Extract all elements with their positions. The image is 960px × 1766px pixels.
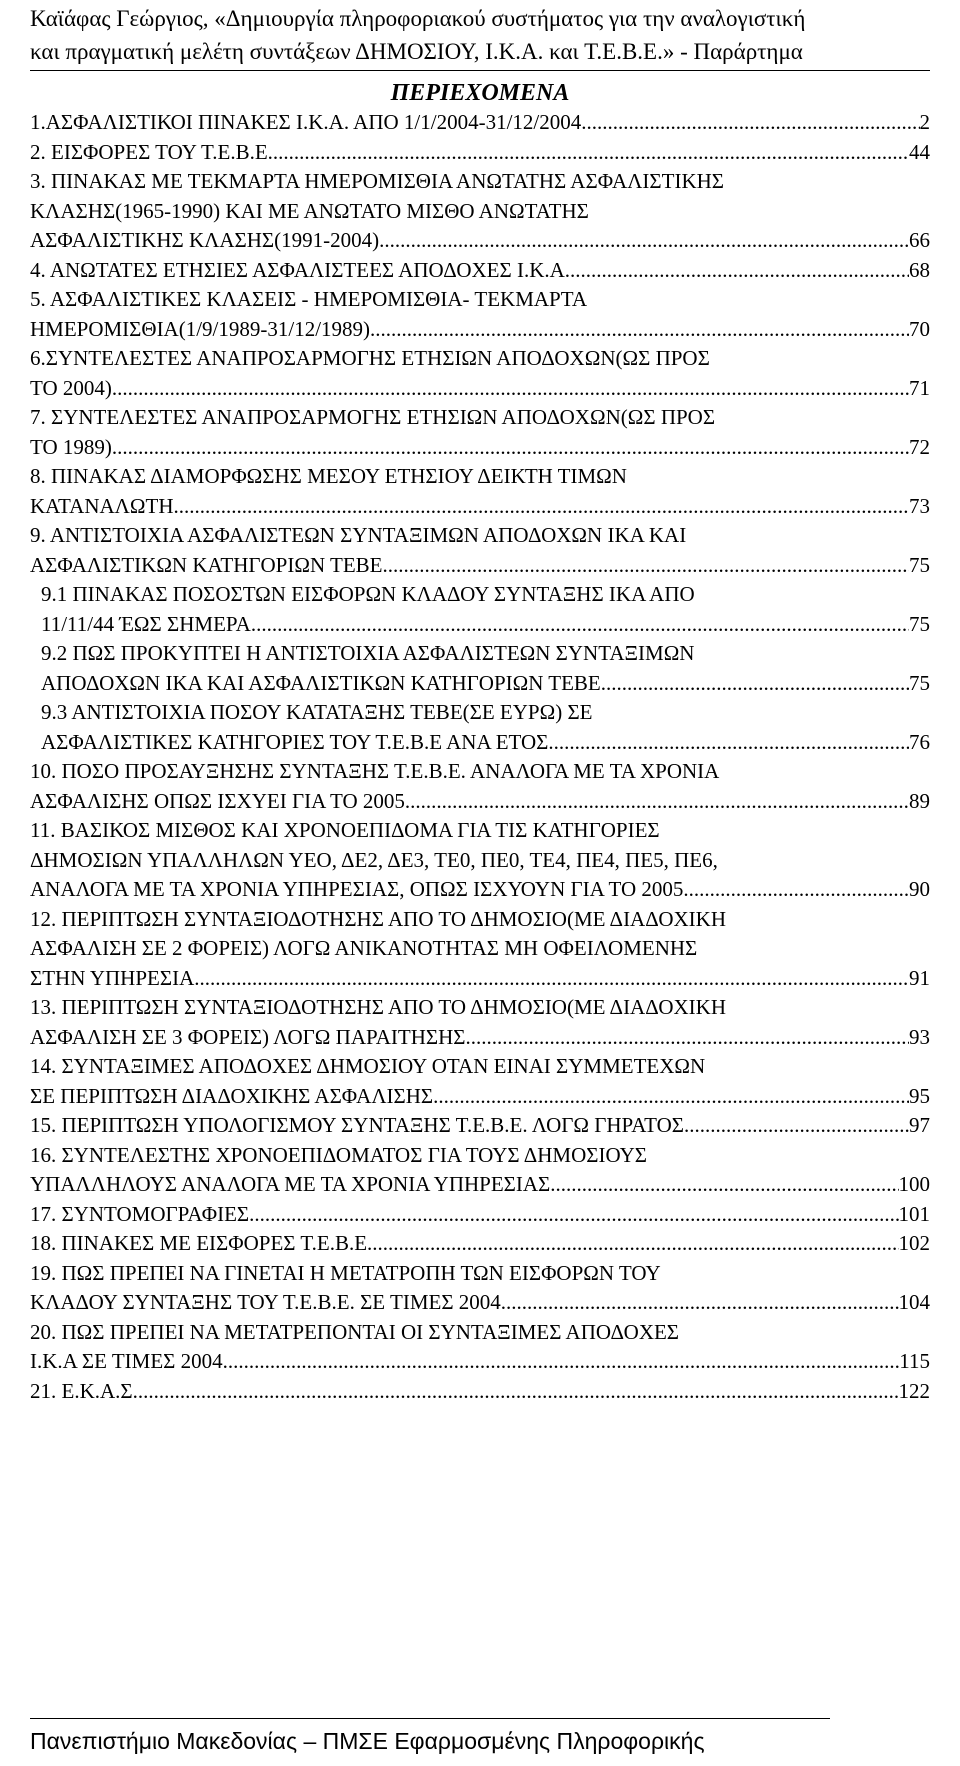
toc-entry-line (30, 1170, 930, 1200)
toc-page-number: 95 (909, 1083, 930, 1108)
toc-entry-line (30, 285, 930, 315)
toc-dot-leader (405, 787, 909, 817)
toc-page-number: 97 (909, 1113, 930, 1137)
toc-page-number: 89 (909, 788, 930, 813)
toc-entry-line (30, 993, 930, 1023)
toc-entry-line (30, 138, 930, 168)
toc-page-number: 76 (909, 729, 930, 754)
toc-dot-leader (249, 1200, 898, 1230)
toc-page-number: 90 (909, 877, 930, 901)
toc-entry-line (41, 728, 930, 758)
toc-page-number: 72 (909, 434, 930, 459)
toc-entry[interactable] (30, 403, 930, 462)
toc-page-number: 44 (909, 139, 930, 164)
toc-entry-line (30, 787, 930, 817)
toc-entry-text: 3. ΠΙΝΑΚΑΣ ΜΕ ΤΕΚΜΑΡΤΑ ΗΜΕΡΟΜΙΣΘΙΑ ΑΝΩΤΑΤΗΣ ΑΣΦΑΛΙΣΤΙΚΗΣ (30, 169, 725, 193)
toc-dot-leader (273, 138, 909, 168)
toc-entry[interactable] (30, 344, 930, 403)
footer-divider (30, 1718, 830, 1719)
toc-dot-leader (466, 1023, 909, 1053)
toc-entry-line (30, 1377, 930, 1407)
toc-page-number: 73 (909, 493, 930, 518)
toc-entry[interactable] (30, 138, 930, 168)
toc-entry[interactable] (30, 639, 930, 698)
header-line-2: και πραγματική μελέτη συντάξεων ΔΗΜΟΣΙΟΥ, Ι.Κ.Α. και Τ.Ε.Β.Ε.» - Παράρτημα (30, 39, 803, 64)
toc-entry-line (30, 167, 930, 197)
toc-entry[interactable] (30, 521, 930, 580)
toc-page-number: 75 (909, 611, 930, 636)
toc-page-number: 115 (899, 1349, 930, 1373)
toc-entry-text: 18. ΠΙΝΑΚΕΣ ΜΕ ΕΙΣΦΟΡΕΣ Τ.Ε.Β.Ε. (30, 1231, 373, 1255)
toc-entry-text: 12. ΠΕΡΙΠΤΩΣΗ ΣΥΝΤΑΞΙΟΔΟΤΗΣΗΣ ΑΠΟ ΤΟ ΔΗΜΟΣΙΟ(ΜΕ ΔΙΑΔΟΧΙΚΗ (30, 906, 727, 931)
toc-entry[interactable] (30, 1318, 930, 1377)
toc-entry-text: ΑΣΦΑΛΙΣΤΙΚΗΣ ΚΛΑΣΗΣ(1991-2004) (30, 228, 380, 252)
toc-entry-text: 15. ΠΕΡΙΠΤΩΣΗ ΥΠΟΛΟΓΙΣΜΟΥ ΣΥΝΤΑΞΗΣ Τ.Ε.Β.Ε. ΛΟΓΩ ΓΗΡΑΤΟΣ (30, 1113, 685, 1137)
toc-dot-leader (194, 964, 909, 994)
toc-dot-leader (370, 315, 909, 345)
toc-entry-text: ΑΝΑΛΟΓΑ ΜΕ ΤΑ ΧΡΟΝΙΑ ΥΠΗΡΕΣΙΑΣ, ΟΠΩΣ ΙΣΧΥΟΥΝ ΓΙΑ ΤΟ 2005. (30, 877, 689, 901)
toc-entry-line (30, 1318, 930, 1348)
toc-entry-line (41, 669, 930, 699)
toc-entry-line (30, 1052, 930, 1082)
toc-entry[interactable] (30, 1200, 930, 1230)
toc-entry-text: 20. ΠΩΣ ΠΡΕΠΕΙ ΝΑ ΜΕΤΑΤΡΕΠΟΝΤΑΙ ΟΙ ΣΥΝΤΑΞΙΜΕΣ ΑΠΟΔΟΧΕΣ (30, 1319, 680, 1344)
toc-dot-leader (601, 669, 909, 699)
toc-title: ΠΕΡΙΕΧΟΜΕΝΑ (390, 80, 570, 106)
toc-dot-leader (133, 1377, 899, 1407)
toc-page-number: 75 (909, 670, 930, 695)
toc-page-number: 122 (898, 1378, 930, 1403)
toc-entry-line (41, 698, 930, 728)
toc-entry[interactable] (30, 698, 930, 757)
toc-entry-text: 5. ΑΣΦΑΛΙΣΤΙΚΕΣ ΚΛΑΣΕΙΣ - ΗΜΕΡΟΜΙΣΘΙΑ- ΤΕΚΜΑΡΤΑ (30, 287, 588, 311)
toc-entry-line (30, 964, 930, 994)
toc-entry-text: ΑΣΦΑΛΙΣΗΣ ΟΠΩΣ ΙΣΧΥΕΙ ΓΙΑ ΤΟ 2005 (30, 788, 405, 813)
toc-entry[interactable] (30, 1229, 930, 1259)
toc-entry-line (30, 462, 930, 492)
toc-entry[interactable] (30, 1377, 930, 1407)
toc-entry-line (30, 551, 930, 581)
toc-page-number: 101 (898, 1201, 930, 1226)
header-divider (30, 70, 930, 71)
toc-entry-text: 11/11/44 ΈΩΣ ΣΗΜΕΡΑ (41, 611, 251, 636)
toc-entry-text: 2. ΕΙΣΦΟΡΕΣ ΤΟΥ Τ.Ε.Β.Ε. (30, 139, 273, 164)
toc-dot-leader (570, 256, 909, 286)
toc-entry-text: 6.ΣΥΝΤΕΛΕΣΤΕΣ ΑΝΑΠΡΟΣΑΡΜΟΓΗΣ ΕΤΗΣΙΩΝ ΑΠΟΔΟΧΩΝ(ΩΣ ΠΡΟΣ (30, 346, 710, 370)
toc-page-number: 75 (909, 552, 930, 577)
toc-entry-line (30, 374, 930, 404)
toc-entry-text: 9.1 ΠΙΝΑΚΑΣ ΠΟΣΟΣΤΩΝ ΕΙΣΦΟΡΩΝ ΚΛΑΔΟΥ ΣΥΝΤΑΞΗΣ ΙΚΑ ΑΠΟ (41, 582, 695, 606)
toc-entry-text: 16. ΣΥΝΤΕΛΕΣΤΗΣ ΧΡΟΝΟΕΠΙΔΟΜΑΤΟΣ ΓΙΑ ΤΟΥΣ ΔΗΜΟΣΙΟΥΣ (30, 1142, 647, 1167)
toc-entry-line (30, 757, 930, 787)
running-header (30, 2, 940, 68)
toc-dot-leader (174, 492, 910, 522)
toc-entry-line (30, 197, 930, 227)
toc-entry-line (30, 816, 930, 846)
toc-dot-leader (581, 108, 919, 138)
toc-entry[interactable] (30, 462, 930, 521)
toc-entry-line (30, 521, 930, 551)
toc-page-number: 104 (898, 1290, 930, 1314)
toc-entry-text: ΤΟ 1989) (30, 434, 112, 459)
toc-entry-text: ΗΜΕΡΟΜΙΣΘΙΑ(1/9/1989-31/12/1989) (30, 316, 371, 341)
toc-dot-leader (379, 226, 909, 256)
toc-dot-leader (550, 1170, 898, 1200)
toc-entry[interactable] (30, 757, 930, 816)
toc-entry-line (30, 1023, 930, 1053)
toc-entry-text: ΚΛΑΔΟΥ ΣΥΝΤΑΞΗΣ ΤΟΥ Τ.Ε.Β.Ε. ΣΕ ΤΙΜΕΣ 2004 (30, 1290, 501, 1314)
toc-entry-line (41, 580, 930, 610)
toc-entry[interactable] (30, 1052, 930, 1111)
toc-entry-text: 10. ΠΟΣΟ ΠΡΟΣΑΥΞΗΣΗΣ ΣΥΝΤΑΞΗΣ Τ.Ε.Β.Ε. ΑΝΑΛΟΓΑ ΜΕ ΤΑ ΧΡΟΝΙΑ (30, 759, 720, 783)
toc-entry[interactable] (30, 580, 930, 639)
toc-entry-text: ΥΠΑΛΛΗΛΟΥΣ ΑΝΑΛΟΓΑ ΜΕ ΤΑ ΧΡΟΝΙΑ ΥΠΗΡΕΣΙΑΣ (30, 1172, 551, 1196)
toc-dot-leader (501, 1288, 899, 1318)
table-of-contents (30, 108, 930, 1406)
toc-entry[interactable] (30, 285, 930, 344)
toc-page-number: 2 (919, 110, 930, 134)
toc-entry-text: 9.2 ΠΩΣ ΠΡΟΚΥΠΤΕΙ Η ΑΝΤΙΣΤΟΙΧΙΑ ΑΣΦΑΛΙΣΤΕΩΝ ΣΥΝΤΑΞΙΜΩΝ (41, 641, 695, 665)
toc-dot-leader (684, 1111, 909, 1141)
toc-entry[interactable] (30, 167, 930, 256)
toc-entry-text: 13. ΠΕΡΙΠΤΩΣΗ ΣΥΝΤΑΞΙΟΔΟΤΗΣΗΣ ΑΠΟ ΤΟ ΔΗΜΟΣΙΟ(ΜΕ ΔΙΑΔΟΧΙΚΗ (30, 995, 727, 1019)
toc-entry[interactable] (30, 256, 930, 286)
toc-entry-text: 14. ΣΥΝΤΑΞΙΜΕΣ ΑΠΟΔΟΧΕΣ ΔΗΜΟΣΙΟΥ ΟΤΑΝ ΕΙΝΑΙ ΣΥΜΜΕΤΕΧΩΝ (30, 1054, 706, 1078)
toc-page-number: 70 (909, 316, 930, 341)
toc-entry-text: ΚΑΤΑΝΑΛΩΤΗ (30, 493, 174, 518)
toc-entry[interactable] (30, 108, 930, 138)
toc-entry-line (30, 1082, 930, 1112)
toc-entry-text: 8. ΠΙΝΑΚΑΣ ΔΙΑΜΟΡΦΩΣΗΣ ΜΕΣΟΥ ΕΤΗΣΙΟΥ ΔΕΙΚΤΗ ΤΙΜΩΝ (30, 464, 627, 488)
toc-entry-text: ΤΟ 2004) (30, 375, 112, 400)
toc-dot-leader (548, 728, 909, 758)
toc-entry-line (30, 1141, 930, 1171)
toc-entry-text: ΣΤΗΝ ΥΠΗΡΕΣΙΑ (30, 965, 195, 990)
toc-entry-line (30, 1229, 930, 1259)
toc-dot-leader (372, 1229, 898, 1259)
toc-entry-text: ΣΕ ΠΕΡΙΠΤΩΣΗ ΔΙΑΔΟΧΙΚΗΣ ΑΣΦΑΛΙΣΗΣ (30, 1083, 434, 1108)
toc-entry-line (30, 1200, 930, 1230)
toc-entry[interactable] (30, 993, 930, 1052)
toc-entry-line (30, 905, 930, 935)
toc-entry-text: ΑΠΟΔΟΧΩΝ ΙΚΑ ΚΑΙ ΑΣΦΑΛΙΣΤΙΚΩΝ ΚΑΤΗΓΟΡΙΩΝ ΤΕΒΕ (41, 670, 601, 695)
toc-entry-line (30, 846, 930, 876)
toc-entry-text: 7. ΣΥΝΤΕΛΕΣΤΕΣ ΑΝΑΠΡΟΣΑΡΜΟΓΗΣ ΕΤΗΣΙΩΝ ΑΠΟΔΟΧΩΝ(ΩΣ ΠΡΟΣ (30, 405, 716, 429)
toc-entry-line (30, 433, 930, 463)
toc-entry-line (30, 934, 930, 964)
toc-entry-text: 21. Ε.Κ.Α.Σ (30, 1378, 133, 1403)
toc-page-number: 93 (909, 1024, 930, 1049)
toc-entry-line (30, 108, 930, 138)
toc-entry-line (30, 226, 930, 256)
toc-entry-line (30, 403, 930, 433)
toc-dot-leader (112, 433, 909, 463)
toc-entry-line (30, 1288, 930, 1318)
toc-dot-leader (112, 374, 909, 404)
toc-entry[interactable] (30, 1141, 930, 1200)
toc-entry-text: ΑΣΦΑΛΙΣΗ ΣΕ 2 ΦΟΡΕΙΣ) ΛΟΓΩ ΑΝΙΚΑΝΟΤΗΤΑΣ ΜΗ ΟΦΕΙΛΟΜΕΝΗΣ (30, 936, 698, 960)
toc-dot-leader (251, 610, 909, 640)
toc-entry-line (30, 344, 930, 374)
toc-entry-line (41, 610, 930, 640)
toc-entry-text: ΑΣΦΑΛΙΣΤΙΚΕΣ ΚΑΤΗΓΟΡΙΕΣ ΤΟΥ Τ.Ε.Β.Ε ΑΝΑ ΕΤΟΣ (41, 729, 549, 754)
toc-entry-text: 19. ΠΩΣ ΠΡΕΠΕΙ ΝΑ ΓΙΝΕΤΑΙ Η ΜΕΤΑΤΡΟΠΗ ΤΩΝ ΕΙΣΦΟΡΩΝ ΤΟΥ (30, 1260, 661, 1285)
running-footer: Πανεπιστήμιο Μακεδονίας – ΠΜΣΕ Εφαρμοσμένης Πληροφορικής (30, 1728, 705, 1754)
toc-entry-text: 1.ΑΣΦΑΛΙΣΤΙΚΟΙ ΠΙΝΑΚΕΣ Ι.Κ.Α. ΑΠΟ 1/1/2004-31/12/2004 (30, 110, 582, 134)
toc-entry-text: ΔΗΜΟΣΙΩΝ ΥΠΑΛΛΗΛΩΝ ΥΕΟ, ΔΕ2, ΔΕ3, ΤΕ0, ΠΕ0, ΤΕ4, ΠΕ4, ΠΕ5, ΠΕ6, (30, 847, 718, 872)
toc-entry-line (30, 256, 930, 286)
toc-entry-text: 4. ΑΝΩΤΑΤΕΣ ΕΤΗΣΙΕΣ ΑΣΦΑΛΙΣΤΕΕΣ ΑΠΟΔΟΧΕΣ Ι.Κ.Α. (30, 257, 571, 282)
toc-dot-leader (223, 1347, 900, 1377)
toc-entry-text: ΑΣΦΑΛΙΣΤΙΚΩΝ ΚΑΤΗΓΟΡΙΩΝ ΤΕΒΕ (30, 552, 383, 577)
toc-entry-text: Ι.Κ.Α ΣΕ ΤΙΜΕΣ 2004 (30, 1349, 223, 1373)
toc-page-number: 91 (909, 965, 930, 990)
toc-entry[interactable] (30, 1111, 930, 1141)
header-line-1: Καϊάφας Γεώργιος, «Δημιουργία πληροφοριακού συστήματος για την αναλογιστική (30, 6, 806, 31)
toc-page-number: 100 (898, 1172, 930, 1196)
toc-entry[interactable] (30, 816, 930, 905)
toc-entry[interactable] (30, 1259, 930, 1318)
toc-entry-line (41, 639, 930, 669)
toc-entry-line (30, 315, 930, 345)
toc-dot-leader (689, 875, 909, 905)
toc-entry-line (30, 1111, 930, 1141)
toc-page-number: 68 (909, 257, 930, 282)
toc-entry-text: 9. ΑΝΤΙΣΤΟΙΧΙΑ ΑΣΦΑΛΙΣΤΕΩΝ ΣΥΝΤΑΞΙΜΩΝ ΑΠΟΔΟΧΩΝ ΙΚΑ ΚΑΙ (30, 523, 687, 547)
toc-entry-text: 17. ΣΥΝΤΟΜΟΓΡΑΦΙΕΣ (30, 1201, 250, 1226)
toc-entry-text: ΚΛΑΣΗΣ(1965-1990) ΚΑΙ ΜΕ ΑΝΩΤΑΤΟ ΜΙΣΘΟ ΑΝΩΤΑΤΗΣ (30, 198, 589, 223)
toc-entry[interactable] (30, 905, 930, 994)
toc-entry-text: ΑΣΦΑΛΙΣΗ ΣΕ 3 ΦΟΡΕΙΣ) ΛΟΓΩ ΠΑΡΑΙΤΗΣΗΣ (30, 1024, 466, 1049)
toc-page-number: 66 (909, 228, 930, 252)
toc-dot-leader (433, 1082, 909, 1112)
toc-dot-leader (382, 551, 909, 581)
toc-page-number: 71 (909, 375, 930, 400)
toc-entry-text: 9.3 ΑΝΤΙΣΤΟΙΧΙΑ ΠΟΣΟΥ ΚΑΤΑΤΑΞΗΣ ΤΕΒΕ(ΣΕ ΕΥΡΩ) ΣΕ (41, 700, 593, 724)
toc-entry-line (30, 875, 930, 905)
toc-entry-text: 11. ΒΑΣΙΚΟΣ ΜΙΣΘΟΣ ΚΑΙ ΧΡΟΝΟΕΠΙΔΟΜΑ ΓΙΑ ΤΙΣ ΚΑΤΗΓΟΡΙΕΣ (30, 818, 660, 842)
toc-entry-line (30, 492, 930, 522)
toc-page-number: 102 (898, 1231, 930, 1255)
toc-entry-line (30, 1347, 930, 1377)
toc-entry-line (30, 1259, 930, 1289)
